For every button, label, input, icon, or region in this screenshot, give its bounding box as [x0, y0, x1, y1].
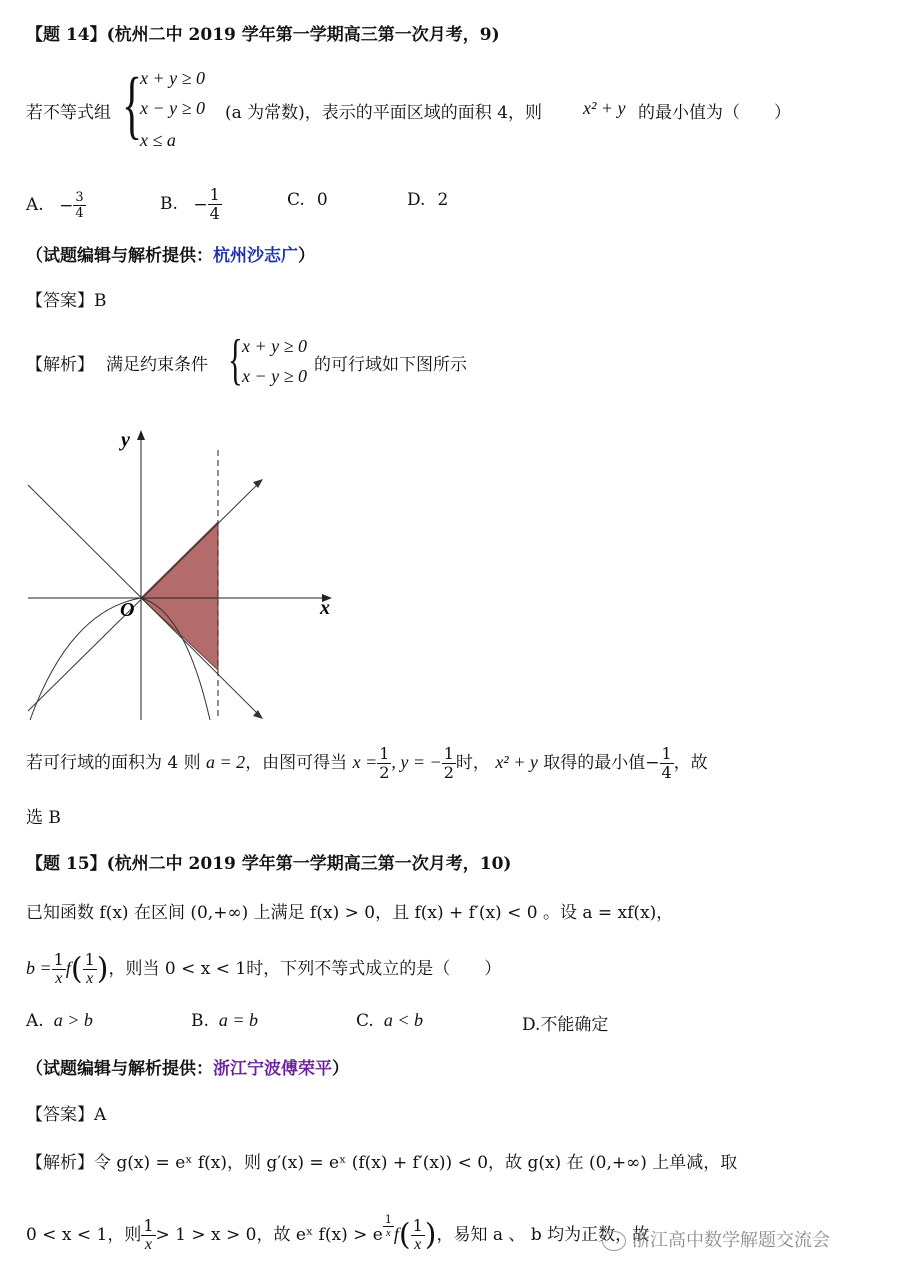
- q14-system-brace: {: [122, 63, 143, 147]
- q15-header: 【题 15】(杭州二中 2019 学年第一学期高三第一次月考，10): [26, 854, 512, 874]
- q14-header: 【题 14】(杭州二中 2019 学年第一学期高三第一次月考，9): [26, 25, 500, 45]
- q14-ineq1: x + y ≥ 0: [140, 68, 206, 88]
- watermark: 浙江高中数学解题交流会: [602, 1226, 830, 1252]
- line-y-equals-neg-x: [28, 485, 260, 716]
- chat-bubble-icon: [602, 1231, 626, 1251]
- q14-analysis-label: 【解析】: [26, 355, 94, 375]
- q14-ineq2: x − y ≥ 0: [140, 98, 206, 118]
- q15-option-d: D.不能确定: [522, 1015, 609, 1035]
- q14-option-a: A. − $\frac{3}{4}$: [26, 190, 84, 221]
- line-y-equals-x-arrow: [253, 479, 263, 488]
- q14-analysis-brace: {: [228, 329, 243, 391]
- q14-option-c: C. 0: [287, 190, 328, 210]
- feasible-region-graph: [20, 420, 340, 725]
- q15-option-a: A. a > b: [26, 1010, 93, 1031]
- feasible-region: [141, 522, 218, 670]
- q14-expr: x² + y: [583, 98, 626, 118]
- q14-solution-line1: 若可行域的面积为 4 则 a = 2，由图可得当 x = $\frac{1}{2}$ , y = − $\frac{1}{2}$ 时， x² + y 取得的最小值− $\frac{1}{4}$ ，故: [26, 744, 708, 782]
- q15-analysis-line1: 【解析】令 g(x) = eˣ f(x)，则 g′(x) = eˣ (f(x) + f′(x)) < 0，故 g(x) 在 (0,+∞) 上单减，取: [26, 1153, 738, 1173]
- line-y-equals-x: [28, 482, 260, 711]
- q14-option-d: D. 2: [407, 190, 449, 210]
- q14-stem-post: 的最小值为（ ）: [638, 103, 791, 123]
- q14-stem-prefix: 若不等式组: [26, 103, 111, 123]
- q14-solution-line2: 选 B: [26, 808, 61, 828]
- x-axis-label: x: [320, 597, 330, 619]
- q15-editor-credit: （试题编辑与解析提供：浙江宁波傅荣平）: [26, 1059, 349, 1079]
- q15-answer: 【答案】A: [26, 1105, 107, 1125]
- line-y-equals-neg-x-arrow: [253, 710, 263, 719]
- q15-analysis-line2: 0 < x < 1，则 $\frac{1}{x}$ > 1 > x > 0，故 eˣ f(x) > e $\frac{1}{x}$ f( $\frac{1}{x}$ )，易知 a 、 b 均为正数，故: [26, 1213, 650, 1253]
- q14-option-b: B. − $\frac{1}{4}$: [160, 185, 220, 223]
- q14-analysis-post: 的可行域如下图所示: [314, 355, 467, 375]
- q15-stem-line2: b = $\frac{1}{x}$ f( $\frac{1}{x}$ )，则当 0 < x < 1时，下列不等式成立的是（ ）: [26, 950, 502, 987]
- q14-analysis-ineq1: x + y ≥ 0: [242, 336, 308, 356]
- q14-answer: 【答案】B: [26, 291, 107, 311]
- origin-label: O: [120, 599, 135, 621]
- q14-ineq2-note: (a 为常数)，表示的平面区域的面积 4，则: [225, 103, 543, 123]
- q15-option-c: C. a < b: [356, 1010, 423, 1031]
- q14-analysis-ineq2: x − y ≥ 0: [242, 366, 308, 386]
- q15-stem-line1: 已知函数 f(x) 在区间 (0,+∞) 上满足 f(x) > 0，且 f(x) + f′(x) < 0 。设 a = xf(x)，: [26, 903, 674, 923]
- q15-option-b: B. a = b: [191, 1010, 259, 1031]
- q14-ineq3: x ≤ a: [140, 130, 176, 150]
- y-axis-arrow: [137, 430, 145, 440]
- q14-analysis-pre: 满足约束条件: [106, 355, 208, 375]
- y-axis-label: y: [121, 429, 130, 451]
- q14-editor-credit: （试题编辑与解析提供：杭州沙志广）: [26, 246, 315, 266]
